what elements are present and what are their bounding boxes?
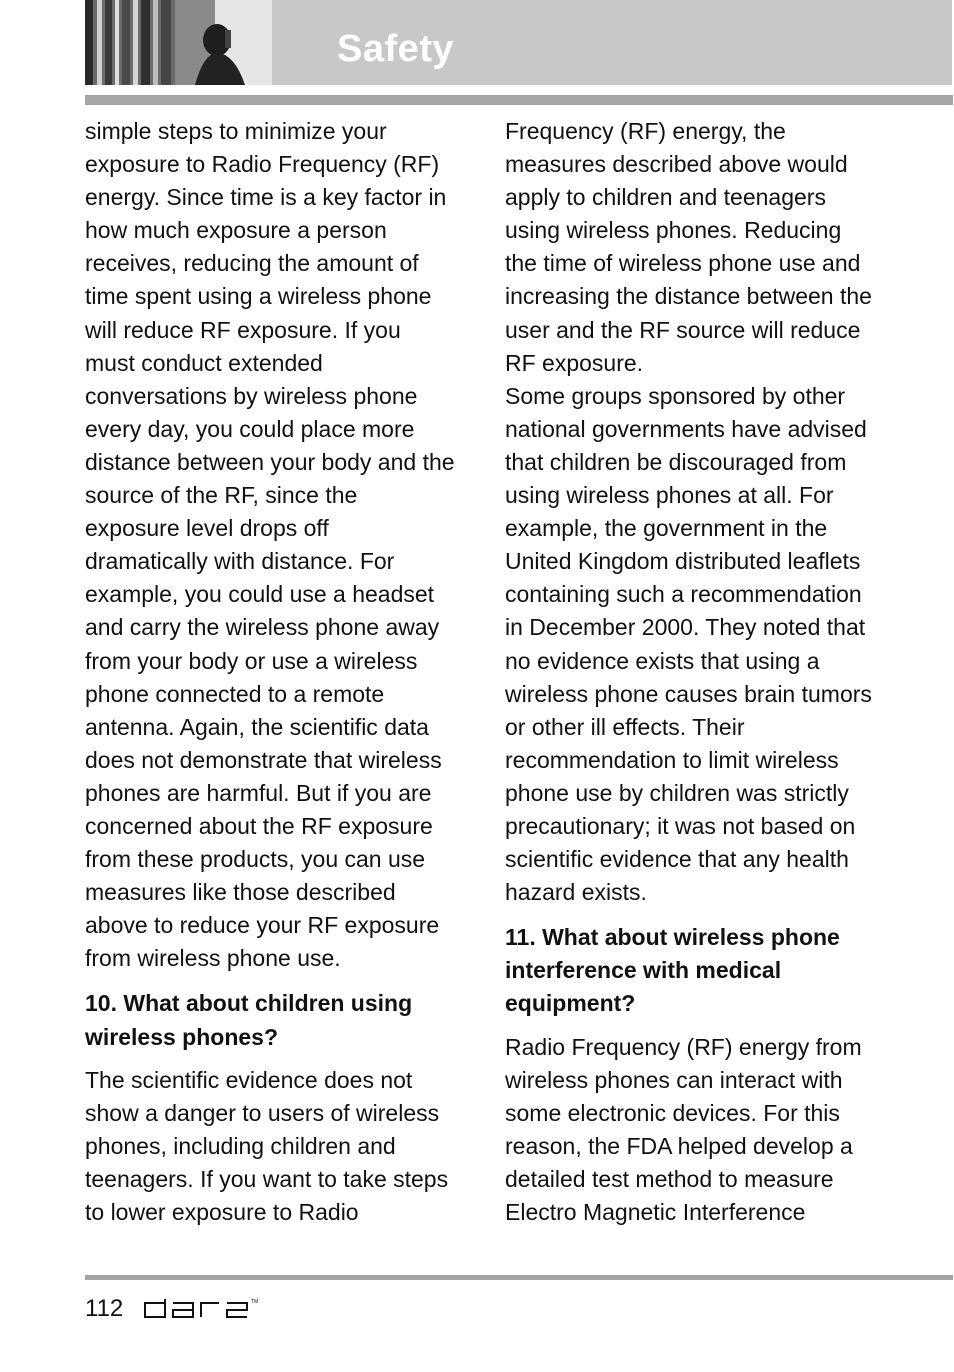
dare-logo-icon xyxy=(143,1297,261,1321)
header-photo-graphic xyxy=(85,0,272,85)
brand-logo xyxy=(143,1297,261,1326)
left-paragraph-1: simple steps to minimize your exposure to Radio Frequency (RF) energy. Since time is a key factor in how much exposure a person receives, reducing the amount of time spent using a wireless phone will reduce RF exposure. If you must conduct extended conversations by wireless phone every day, you could place more distance between your body and the source of the RF, since the exposure level drops off dramatically with distance. For example, you could use a headset and carry the wireless phone away from your body or use a wireless phone connected to a remote antenna. Again, the scientific data does not demonstrate that wireless phones are harmful. But if you are concerned about the RF exposure from these products, you can use measures like those described above to reduce your RF exposure from wireless phone use. xyxy=(85,118,455,972)
svg-text:TM: TM xyxy=(251,1299,259,1305)
header-photo xyxy=(85,0,272,85)
right-column xyxy=(505,115,875,1229)
bottom-divider xyxy=(85,1275,953,1280)
right-paragraph-3: Radio Frequency (RF) energy from wireless phones can interact with some electronic devices. For this reason, the FDA helped develop a detailed test method to measure Electro Magnetic Interference xyxy=(505,1033,862,1225)
page-title: Safety xyxy=(337,28,455,70)
right-paragraph-2: Some groups sponsored by other national governments have advised that children be discouraged from using wireless phones at all. For example, the government in the United Kingdom distributed leaflets containing such a recommendation in December 2000. They noted that no evidence exists that using a wireless phone causes brain tumors or other ill effects. Their recommendation to limit wireless phone use by children was strictly precautionary; it was not based on scientific evidence that any health hazard exists. xyxy=(505,382,872,906)
top-divider xyxy=(85,95,953,105)
page-number: 112 xyxy=(85,1295,124,1322)
section-heading-11: 11. What about wireless phone interference with medical equipment? xyxy=(505,924,840,1017)
right-paragraph-1: Frequency (RF) energy, the measures described above would apply to children and teenagers using wireless phones. Reducing the time of wireless phone use and increasing the distance between the user and the RF source will reduce RF exposure. xyxy=(505,118,872,376)
left-column xyxy=(85,115,455,1229)
section-heading-10: 10. What about children using wireless phones? xyxy=(85,990,413,1050)
left-paragraph-2: The scientific evidence does not show a danger to users of wireless phones, including children and teenagers. If you want to take steps to lower exposure to Radio xyxy=(85,1066,449,1225)
